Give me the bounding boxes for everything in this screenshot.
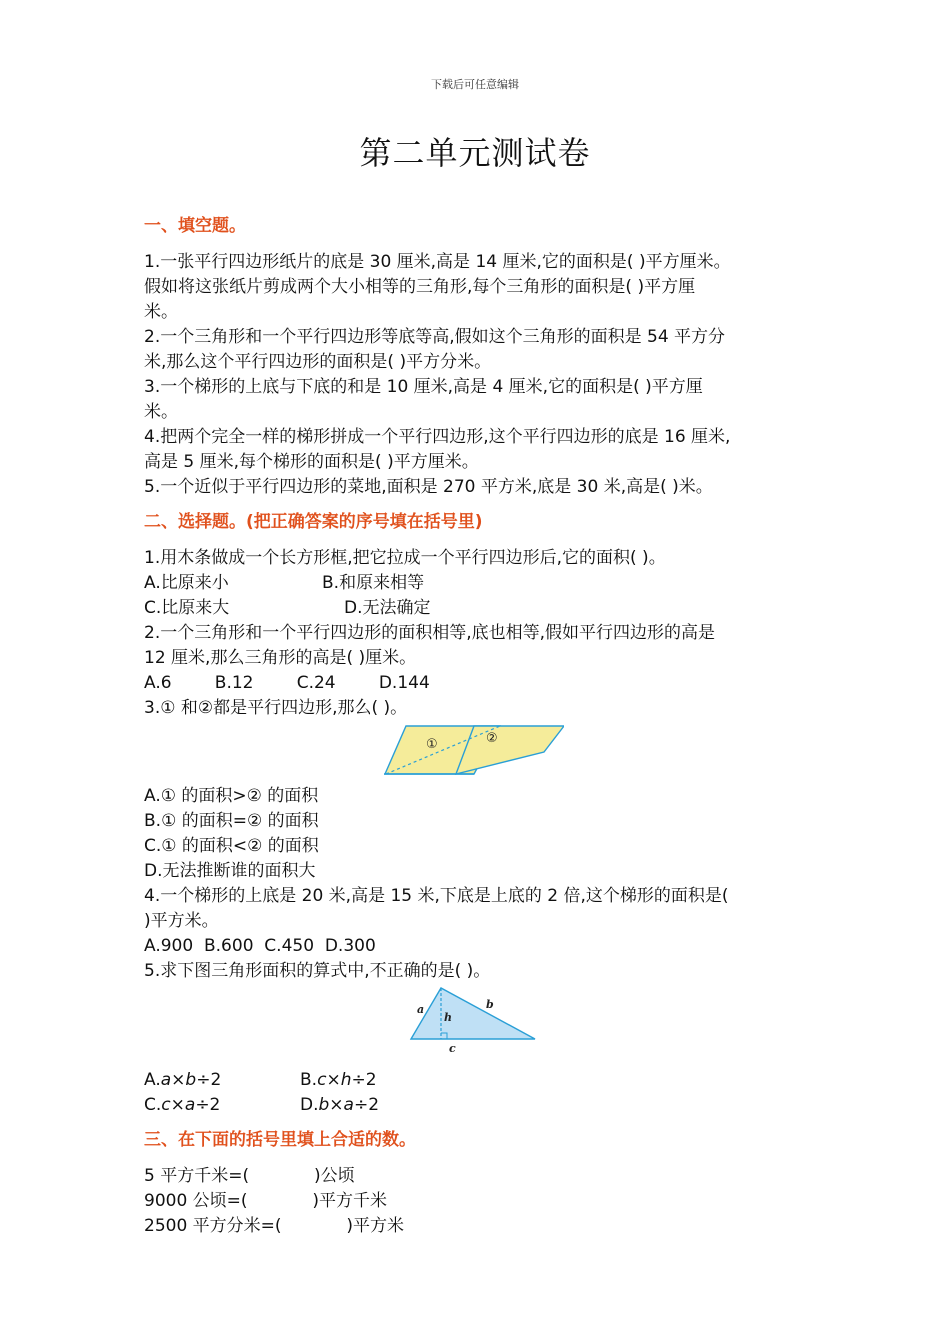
div-2: ÷2 [196,1070,222,1090]
var-a: a [160,1070,172,1090]
label-h: h [444,1011,452,1024]
option-d: D.无法确定 [344,598,431,618]
var-b: b [318,1095,330,1115]
s1-line: 米。 [144,302,178,322]
s1-line: 高是 5 厘米,每个梯形的面积是( )平方厘米。 [144,452,479,472]
question-2-5-options-row1 [144,1068,824,1093]
section-1-heading: 一、填空题。 [144,216,246,236]
times-sign: × [326,1070,341,1090]
section-2-heading: 二、选择题。(把正确答案的序号填在括号里) [144,512,483,532]
option-b-prefix: B. [300,1070,318,1090]
option-a [144,1068,300,1093]
s3-line: 9000 公顷=( )平方千米 [144,1191,388,1211]
option-c-prefix: C. [144,1095,162,1115]
question-2-5: 5.求下图三角形面积的算式中,不正确的是( )。 [144,961,491,981]
option-b [300,1068,377,1093]
var-c: c [317,1070,327,1090]
question-2-1-options-row2 [144,596,824,621]
div-2: ÷2 [353,1095,380,1115]
s3-line: 2500 平方分米=( )平方米 [144,1216,405,1236]
s1-line: 5.一个近似于平行四边形的菜地,面积是 270 平方米,底是 30 米,高是( )米。 [144,477,713,497]
s1-line: 2.一个三角形和一个平行四边形等底等高,假如这个三角形的面积是 54 平方分 [144,327,726,347]
option-c: C.比原来大 [144,598,230,618]
var-a: a [343,1095,354,1115]
triangle [411,988,535,1039]
option-d-prefix: D. [300,1095,319,1115]
div-2: ÷2 [351,1070,377,1090]
option-b: B.和原来相等 [322,573,425,593]
times-sign: × [170,1095,185,1115]
question-2-1: 1.用木条做成一个长方形框,把它拉成一个平行四边形后,它的面积( )。 [144,548,666,568]
option-d [300,1093,379,1118]
question-2-4-options: A.900 B.600 C.450 D.300 [144,936,376,956]
question-2-5-options-row2 [144,1093,824,1118]
option-c [144,1093,300,1118]
triangle-figure [409,986,539,1058]
times-sign: × [171,1070,186,1090]
s1-line: 1.一张平行四边形纸片的底是 30 厘米,高是 14 厘米,它的面积是( )平方厘米。 [144,252,731,272]
option-a-prefix: A. [144,1070,161,1090]
var-h: h [340,1070,352,1090]
parallelograms-figure [384,724,564,776]
question-2-2-line2: 12 厘米,那么三角形的高是( )厘米。 [144,648,417,668]
question-2-3-option-b: B.① 的面积=② 的面积 [144,811,319,831]
label-circle-1: ① [426,737,438,752]
s1-line: 4.把两个完全一样的梯形拼成一个平行四边形,这个平行四边形的底是 16 厘米, [144,427,731,447]
var-c: c [161,1095,171,1115]
question-2-4-line2: )平方米。 [144,911,219,931]
question-2-3-option-d: D.无法推断谁的面积大 [144,861,316,881]
question-2-3: 3.① 和②都是平行四边形,那么( )。 [144,698,408,718]
section-3-heading: 三、在下面的括号里填上合适的数。 [144,1130,416,1150]
s1-line: 3.一个梯形的上底与下底的和是 10 厘米,高是 4 厘米,它的面积是( )平方厘 [144,377,703,397]
label-c: c [449,1042,456,1055]
label-circle-2: ② [486,731,498,746]
var-b: b [185,1070,197,1090]
question-2-1-options-row1 [144,571,824,596]
label-a: a [417,1003,425,1016]
page-header-note: 下载后可任意编辑 [431,78,519,91]
label-b: b [486,998,494,1011]
var-a: a [184,1095,196,1115]
question-2-2-options: A.6 B.12 C.24 D.144 [144,673,430,693]
times-sign: × [329,1095,344,1115]
s1-line: 米,那么这个平行四边形的面积是( )平方分米。 [144,352,492,372]
question-2-2-line1: 2.一个三角形和一个平行四边形的面积相等,底也相等,假如平行四边形的高是 [144,623,716,643]
question-2-4-line1: 4.一个梯形的上底是 20 米,高是 15 米,下底是上底的 2 倍,这个梯形的面积是( [144,886,729,906]
question-2-3-option-a: A.① 的面积>② 的面积 [144,786,319,806]
option-a: A.比原来小 [144,573,229,593]
s1-line: 假如将这张纸片剪成两个大小相等的三角形,每个三角形的面积是( )平方厘 [144,277,696,297]
div-2: ÷2 [195,1095,221,1115]
worksheet-body [144,214,824,1239]
parallelogram-2 [456,726,564,774]
page-title: 第二单元测试卷 [359,134,591,172]
s3-line: 5 平方千米=( )公顷 [144,1166,355,1186]
s1-line: 米。 [144,402,178,422]
question-2-3-option-c: C.① 的面积<② 的面积 [144,836,319,856]
